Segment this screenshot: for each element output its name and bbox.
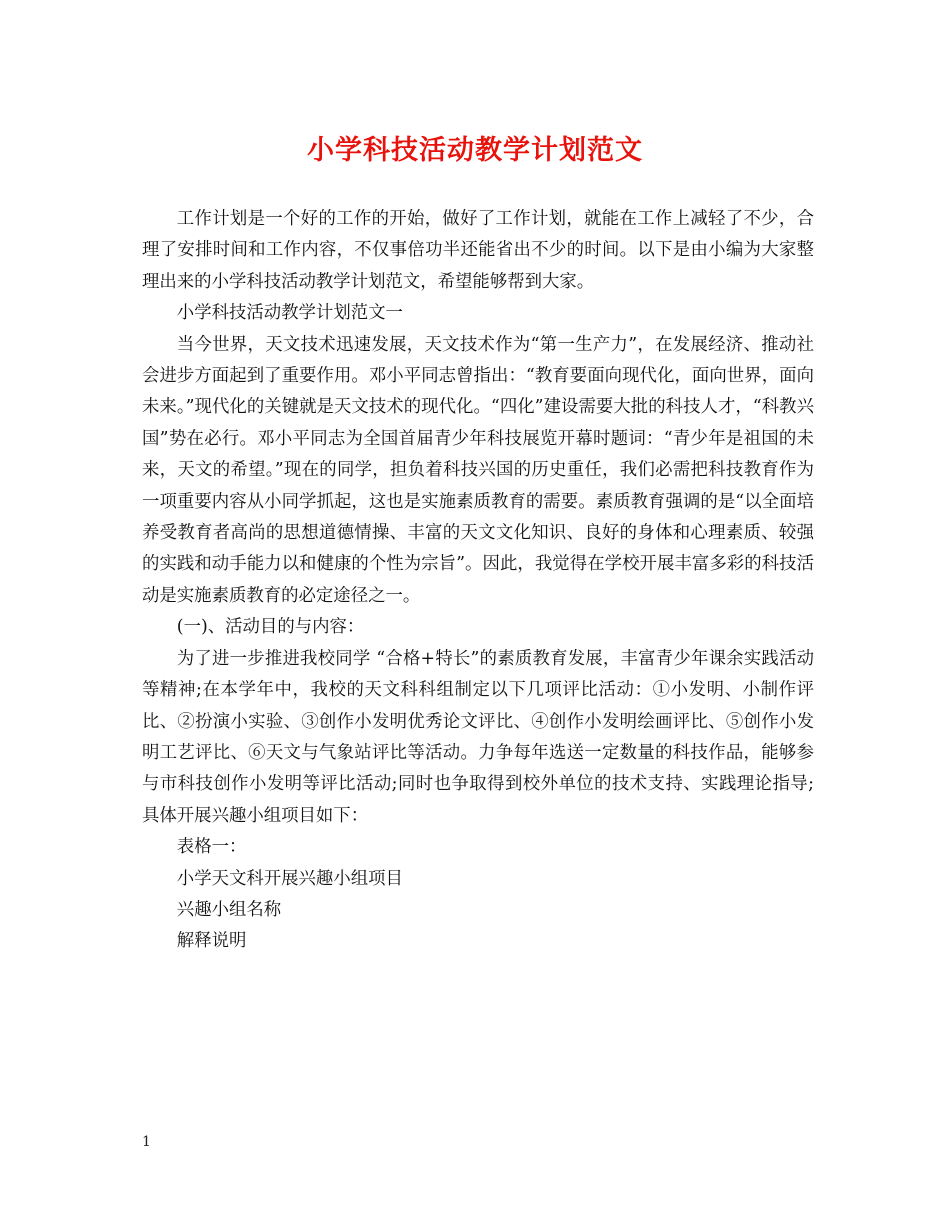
document-body [142,204,814,958]
paragraph-table-label: 表格一： [176,837,247,858]
paragraph-table-caption: 小学天文科开展兴趣小组项目 [176,868,403,889]
paragraph-section-heading: 小学科技活动教学计划范文一 [176,303,403,324]
paragraph-background: 当今世界，天文技术迅速发展，天文技术作为“第一生产力”，在发展经济、推动社会进步方面起到了重要作用。邓小平同志曾指出：“教育要面向现代化，面向世界，面向未来。”现代化的关键就是天文技术的现代化。“四化”建设需要大批的科技人才，“科教兴国”势在必行。邓小平同志为全国首届青少年科技展览开幕时题词：“青少年是祖国的未来，天文的希望。”现在的同学，担负着科技兴国的历史重任，我们必需把科技教育作为一项重要内容从小同学抓起，这也是实施素质教育的需要。素质教育强调的是“以全面培养受教育者高尚的思想道德情操、丰富的天文文化知识、良好的身体和心理素质、较强的实践和动手能力以和健康的个性为宗旨”。因此，我觉得在学校开展丰富多彩的科技活动是实施素质教育的必定途径之一。 [142,334,814,606]
paragraph-activities: 为了进一步推进我校同学 “合格+特长”的素质教育发展，丰富青少年课余实践活动等精神;在本学年中，我校的天文科科组制定以下几项评比活动：①小发明、小制作评比、②扮演小实验、③创作小发明优秀论文评比、④创作小发明绘画评比、⑤创作小发明工艺评比、⑥天文与气象站评比等活动。力争每年选送一定数量的科技作品，能够参与市科技创作小发明等评比活动;同时也争取得到校外单位的技术支持、实践理论指导;具体开展兴趣小组项目如下： [142,648,814,826]
paragraph-table-col-name: 兴趣小组名称 [176,899,282,920]
paragraph-subheading-purpose: (一)、活动目的与内容： [176,617,365,638]
paragraph-table-col-desc: 解释说明 [176,931,247,952]
paragraph-intro: 工作计划是一个好的工作的开始，做好了工作计划，就能在工作上减轻了不少，合理了安排时间和工作内容，不仅事倍功半还能省出不少的时间。以下是由小编为大家整理出来的小学科技活动教学计划范文，希望能够帮到大家。 [142,209,814,292]
page-number: 1 [142,1134,151,1150]
document-title: 小学科技活动教学计划范文 [307,135,643,166]
